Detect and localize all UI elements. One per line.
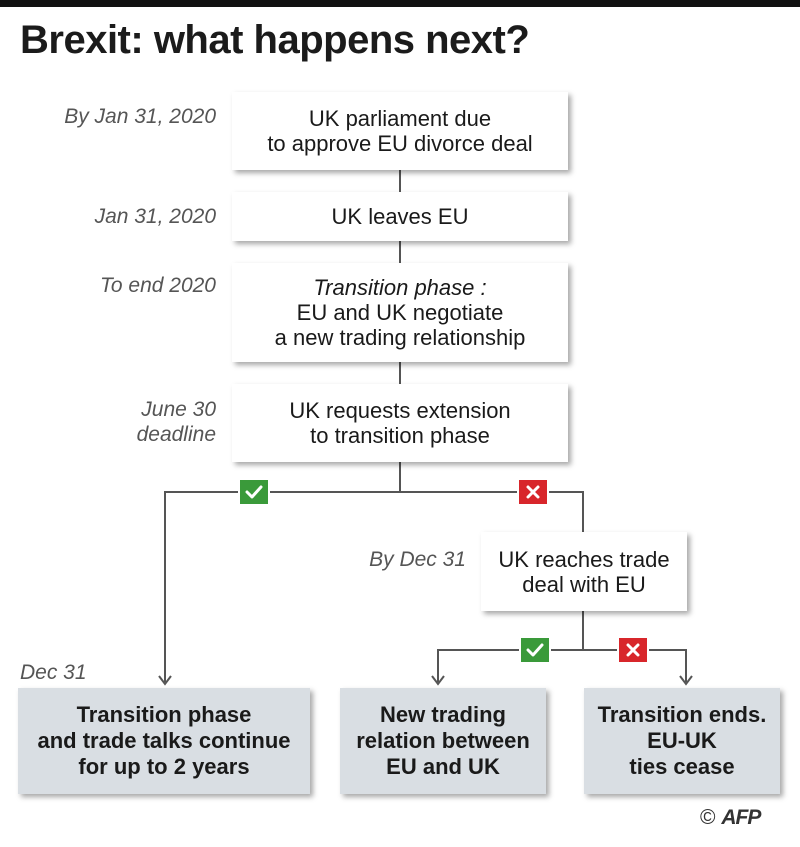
cross-icon: [525, 484, 541, 500]
step-transition-phase: [232, 263, 568, 362]
step-trade-deal: [481, 532, 687, 611]
outcome1-line2: and trade talks continue: [37, 728, 291, 753]
date-step3: To end 2020: [99, 274, 216, 297]
cross-icon: [625, 642, 641, 658]
date-step5: By Dec 31: [369, 548, 466, 571]
date-step2: Jan 31, 2020: [94, 205, 216, 228]
afp-logo: AFP: [721, 806, 761, 829]
outcome-new-trading-relation: [340, 688, 546, 794]
step1-line1: UK parliament due: [308, 106, 492, 131]
outcome2-line3: EU and UK: [386, 754, 500, 779]
afp-credit: [700, 806, 760, 830]
outcome1-line1: Transition phase: [76, 702, 252, 727]
outcome-extension: [18, 688, 310, 794]
step5-line2: deal with EU: [522, 571, 646, 597]
step5-line1: UK reaches trade: [498, 546, 670, 572]
step3-heading: Transition phase :: [313, 275, 487, 300]
no-badge-trade-deal: [617, 636, 649, 664]
step-extension-request: [232, 384, 568, 462]
connector-deal-yes: [438, 650, 583, 682]
check-icon: [245, 484, 263, 500]
date-outcomes: Dec 31: [20, 661, 87, 684]
step4-line2: to transition phase: [310, 423, 490, 448]
date-step1: By Jan 31, 2020: [64, 105, 216, 128]
outcome2-line1: New trading: [380, 702, 506, 727]
outcome3-line1: Transition ends.: [597, 702, 767, 727]
copyright-symbol: ©: [700, 806, 716, 829]
step3-line1: EU and UK negotiate: [296, 300, 504, 325]
step1-line2: to approve EU divorce deal: [267, 131, 533, 156]
step-parliament-approval: [232, 92, 568, 170]
date-step4-line1: June 30: [141, 398, 216, 421]
check-icon: [526, 642, 544, 658]
step2-line1: UK leaves EU: [331, 204, 469, 229]
step3-line2: a new trading relationship: [274, 325, 526, 350]
outcome3-line3: ties cease: [629, 754, 735, 779]
no-badge-extension: [517, 478, 549, 506]
step-uk-leaves: [232, 192, 568, 241]
connector-no-branch: [400, 492, 583, 532]
outcome3-line2: EU-UK: [647, 728, 717, 753]
connector-yes-branch: [165, 492, 400, 682]
outcome-no-deal: [584, 688, 780, 794]
outcome1-line3: for up to 2 years: [78, 754, 250, 779]
yes-badge-trade-deal: [519, 636, 551, 664]
yes-badge-extension: [238, 478, 270, 506]
date-step4-line2: deadline: [136, 423, 216, 446]
page-title: Brexit: what happens next?: [20, 18, 530, 62]
outcome2-line2: relation between: [356, 728, 530, 753]
date-step4: [20, 397, 216, 447]
step4-line1: UK requests extension: [289, 398, 511, 423]
